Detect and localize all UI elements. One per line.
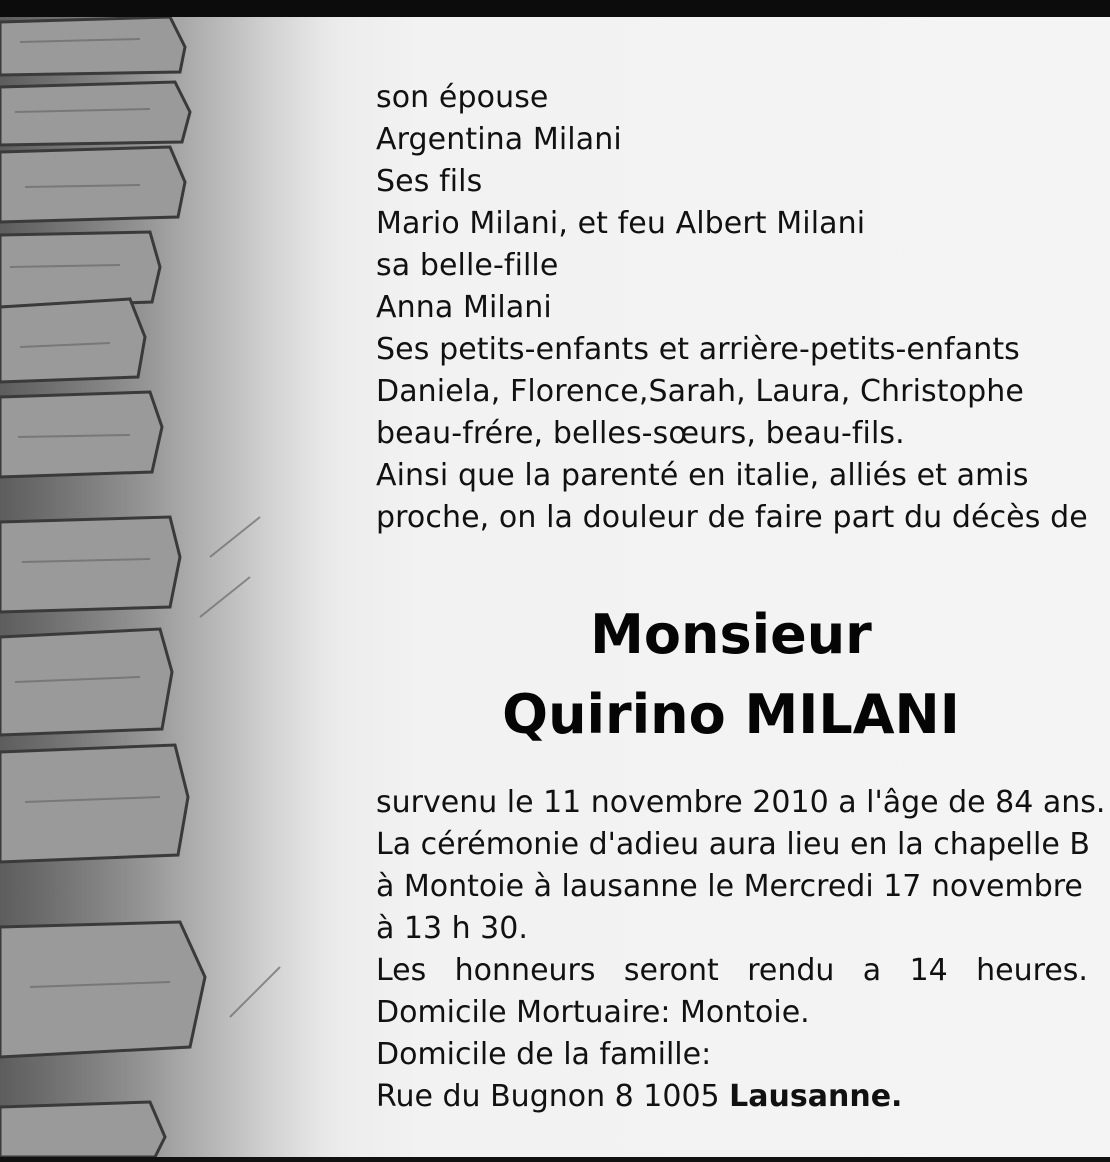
intro-line: beau-frére, belles-sœurs, beau-fils.	[376, 416, 905, 451]
honneurs-word: 14	[909, 953, 948, 988]
ceremony-location-line: à Montoie à lausanne le Mercredi 17 novembre	[376, 869, 1083, 904]
deceased-title: Monsieur	[590, 603, 872, 666]
intro-line: sa belle-fille	[376, 248, 559, 283]
honneurs-word: honneurs	[454, 953, 596, 988]
top-border	[0, 0, 1110, 17]
obituary-page	[0, 17, 1110, 1157]
bottom-border	[0, 1157, 1110, 1162]
intro-line: proche, on la douleur de faire part du décès de	[376, 500, 1088, 535]
ceremony-line: La cérémonie d'adieu aura lieu en la chapelle B	[376, 827, 1090, 862]
honneurs-word: seront	[623, 953, 719, 988]
family-domicile-label: Domicile de la famille:	[376, 1037, 712, 1072]
address-city: Lausanne.	[729, 1079, 903, 1114]
honneurs-word: rendu	[747, 953, 835, 988]
death-date-line: survenu le 11 novembre 2010 a l'âge de 84 ans.	[376, 785, 1106, 820]
deceased-name-block	[376, 595, 1086, 755]
ceremony-time-line: à 13 h 30.	[376, 911, 528, 946]
intro-line: son épouse	[376, 80, 549, 115]
honneurs-word: heures.	[976, 953, 1088, 988]
ceremony-details	[376, 782, 1106, 1118]
intro-line: Mario Milani, et feu Albert Milani	[376, 206, 866, 241]
honneurs-word: a	[862, 953, 882, 988]
intro-line: Ses fils	[376, 164, 483, 199]
stone-steps-image	[0, 17, 320, 1157]
honneurs-line	[376, 950, 1088, 992]
announcement-intro	[376, 77, 1096, 539]
mortuary-domicile-line: Domicile Mortuaire: Montoie.	[376, 995, 810, 1030]
intro-line: Ainsi que la parenté en italie, alliés et amis	[376, 458, 1029, 493]
intro-line: Ses petits-enfants et arrière-petits-enfants	[376, 332, 1020, 367]
family-address-line	[376, 1076, 1088, 1118]
intro-line: Daniela, Florence,Sarah, Laura, Christophe	[376, 374, 1024, 409]
intro-line: Anna Milani	[376, 290, 552, 325]
intro-line: Argentina Milani	[376, 122, 622, 157]
honneurs-word: Les	[376, 953, 427, 988]
deceased-name: Quirino MILANI	[502, 683, 960, 746]
address-street: Rue du Bugnon 8 1005	[376, 1079, 720, 1114]
